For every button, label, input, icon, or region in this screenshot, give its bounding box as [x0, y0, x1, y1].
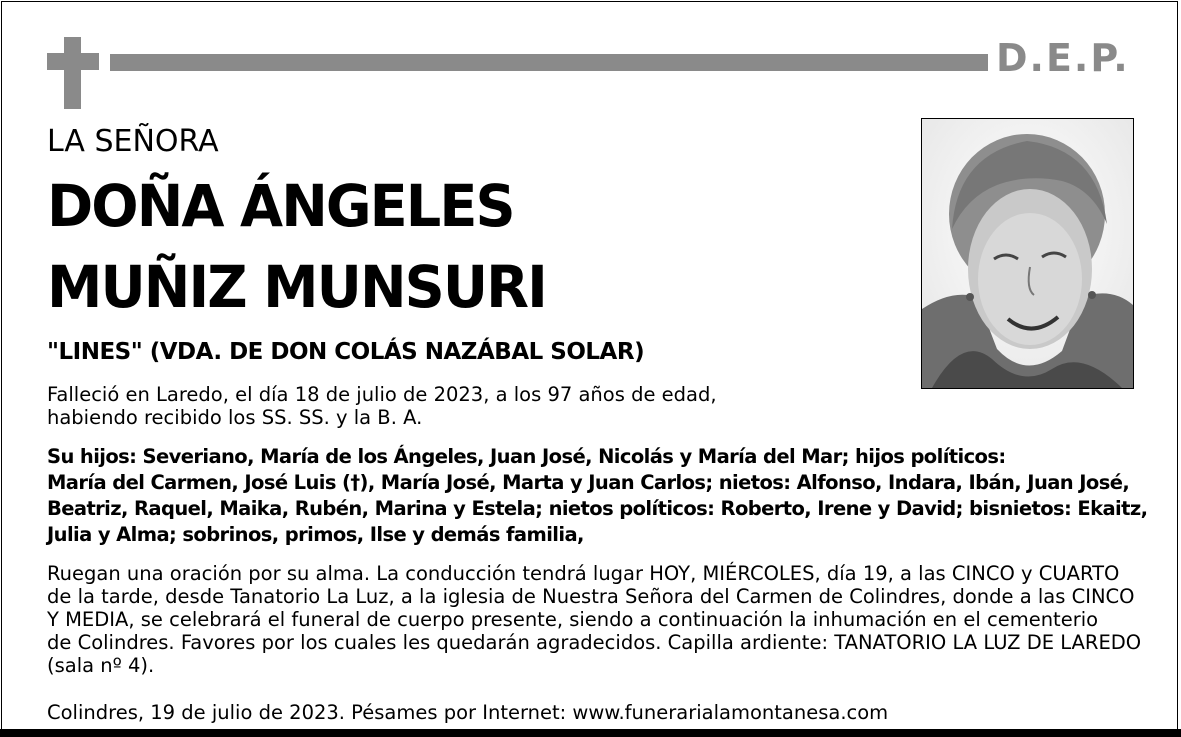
- alias-line: "LINES" (VDA. DE DON COLÁS NAZÁBAL SOLAR): [47, 339, 645, 365]
- text-line: Su hijos: Severiano, María de los Ángeles, Juan José, Nicolás y María del Mar; hijos políticos:: [47, 445, 1006, 468]
- text-line: Beatriz, Raquel, Maika, Rubén, Marina y Estela; nietos políticos: Roberto, Irene y David; bisnietos: Ekaitz,: [47, 497, 1148, 520]
- footer-line: Colindres, 19 de julio de 2023. Pésames por Internet: www.funerarialamontanesa.com: [47, 701, 889, 724]
- text-line: de Colindres. Favores por los cuales les quedarán agradecidos. Capilla ardiente: TANATORIO LA LUZ DE LAREDO: [47, 631, 1142, 654]
- deceased-name-line1: DOÑA ÁNGELES: [47, 172, 514, 240]
- cross-icon: [47, 37, 99, 109]
- text-line: Julia y Alma; sobrinos, primos, Ilse y demás familia,: [47, 523, 584, 546]
- text-line: de la tarde, desde Tanatorio La Luz, a la iglesia de Nuestra Señora del Carmen de Colindres, donde a las CINCO: [47, 585, 1135, 608]
- text-line: habiendo recibido los SS. SS. y la B. A.: [47, 406, 423, 429]
- text-line: María del Carmen, José Luis (†), María José, Marta y Juan Carlos; nietos: Alfonso, Indara, Ibán, Juan José,: [47, 471, 1130, 494]
- text-line: Y MEDIA, se celebrará el funeral de cuerpo presente, siendo a continuación la inhumación en el cementerio: [47, 608, 1099, 631]
- title-la-senora: LA SEÑORA: [47, 124, 219, 159]
- death-notice-paragraph: [47, 383, 717, 429]
- dep-label: D.E.P.: [996, 36, 1130, 80]
- text-line: (sala nº 4).: [47, 654, 155, 677]
- family-paragraph: [47, 444, 1147, 548]
- deceased-name-line2: MUÑIZ MUNSURI: [47, 253, 546, 321]
- funeral-details-paragraph: [47, 562, 1141, 677]
- portrait-photo: [921, 118, 1134, 389]
- header-rule: [110, 54, 988, 71]
- bottom-bar: [0, 729, 1181, 737]
- text-line: Falleció en Laredo, el día 18 de julio de 2023, a los 97 años de edad,: [47, 383, 717, 406]
- text-line: Ruegan una oración por su alma. La conducción tendrá lugar HOY, MIÉRCOLES, día 19, a las CINCO y CUARTO: [47, 562, 1120, 585]
